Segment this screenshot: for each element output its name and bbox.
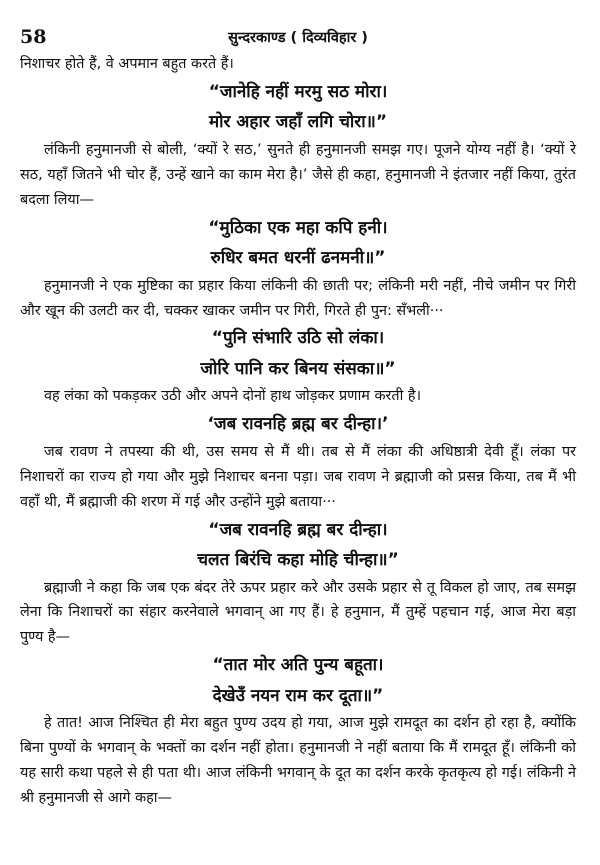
- verse-line: “मुठिका एक महा कपि हनी।: [208, 217, 388, 238]
- verse-line: रुधिर बमत धरनीं ढनमनी॥”: [210, 248, 386, 269]
- page-number: 58: [20, 26, 47, 48]
- prose-paragraph: ब्रह्माजी ने कहा कि जब एक बंदर तेरे ऊपर प्रहार करे और उसके प्रहार से तू विकल हो जाए, तब समझ लेना कि निशाचरों का संहार करनेवाले भगवान् आ गए हैं। हे हनुमान, मैं तुम्हें पहचान गई, आज मेरा बड़ा पुण्य है—: [20, 579, 576, 646]
- running-title: सुन्दरकाण्ड ( दिव्यविहार ): [228, 30, 368, 46]
- verse-line: देखेउँ नयन राम कर दूता॥”: [212, 685, 384, 706]
- verse-line: “तात मोर अति पुन्य बहूता।: [212, 655, 384, 676]
- prose-paragraph: लंकिनी हनुमानजी से बोली, ‘क्यों रे सठ,’ सुनते ही हनुमानजी समझ गए। पूजने योग्य नहीं है। ‘क्यों रे सठ, यहाँ जितने भी चोर हैं, उन्हें खाने का काम मेरा है।’ जैसे ही कहा, हनुमानजी ने इंतजार नहीं किया, तुरंत बदला लिया—: [20, 141, 576, 208]
- body-text: [20, 52, 576, 811]
- prose-paragraph: निशाचर होते हैं, वे अपमान बहुत करते हैं।: [20, 56, 234, 72]
- prose-paragraph: जब रावण ने तपस्या की थी, उस समय से मैं थी। तब से मैं लंका की अधिष्ठात्री देवी हूँ। लंका पर निशाचरों का राज्य हो गया और मुझे निशाचर बनना पड़ा। जब रावण ने ब्रह्माजी को प्रसन्न किया, तब मैं भी वहाँ थी, मैं ब्रह्माजी की शरण में गई और उन्होंने मुझे बताया···: [20, 443, 576, 510]
- verse-line: ‘जब रावनहि ब्रह्म बर दीन्हा।’: [207, 414, 389, 435]
- prose-paragraph: हे तात! आज निश्चित ही मेरा बहुत पुण्य उदय हो गया, आज मुझे रामदूत का दर्शन हो रहा है, क्योंकि बिना पुण्यों के भगवान् के भक्तों का दर्शन नहीं होता। हनुमानजी ने नहीं बताया कि मैं रामदूत हूँ। लंकिनी को यह सारी कथा पहले से ही पता थी। आज लंकिनी भगवान् के दूत का दर्शन करके कृतकृत्य हो गई। लंकिनी ने श्री हनुमानजी से आगे कहा—: [20, 715, 576, 806]
- verse-line: “पुनि संभारि उठि सो लंका।: [211, 328, 385, 349]
- verse-line: मोर अहार जहाँ लगि चोरा॥”: [208, 112, 388, 133]
- page-header: [20, 0, 576, 52]
- verse-line: जोरि पानि कर बिनय संसका॥”: [200, 358, 396, 379]
- verse-line: “जानेहि नहीं मरमु सठ मोरा।: [208, 81, 388, 102]
- verse-line: “जब रावनहि ब्रह्म बर दीन्हा।: [208, 519, 388, 540]
- prose-paragraph: वह लंका को पकड़कर उठी और अपने दोनों हाथ जोड़कर प्रणाम करती है।: [44, 388, 422, 405]
- prose-paragraph: हनुमानजी ने एक मुष्टिका का प्रहार किया लंकिनी की छाती पर; लंकिनी मरी नहीं, नीचे जमीन पर गिरी और खून की उलटी कर दी, चक्कर खाकर जमीन पर गिरी, गिरते ही पुन: सँभली···: [20, 277, 576, 319]
- verse-line: चलत बिरंचि कहा मोहि चीन्हा॥”: [197, 550, 399, 571]
